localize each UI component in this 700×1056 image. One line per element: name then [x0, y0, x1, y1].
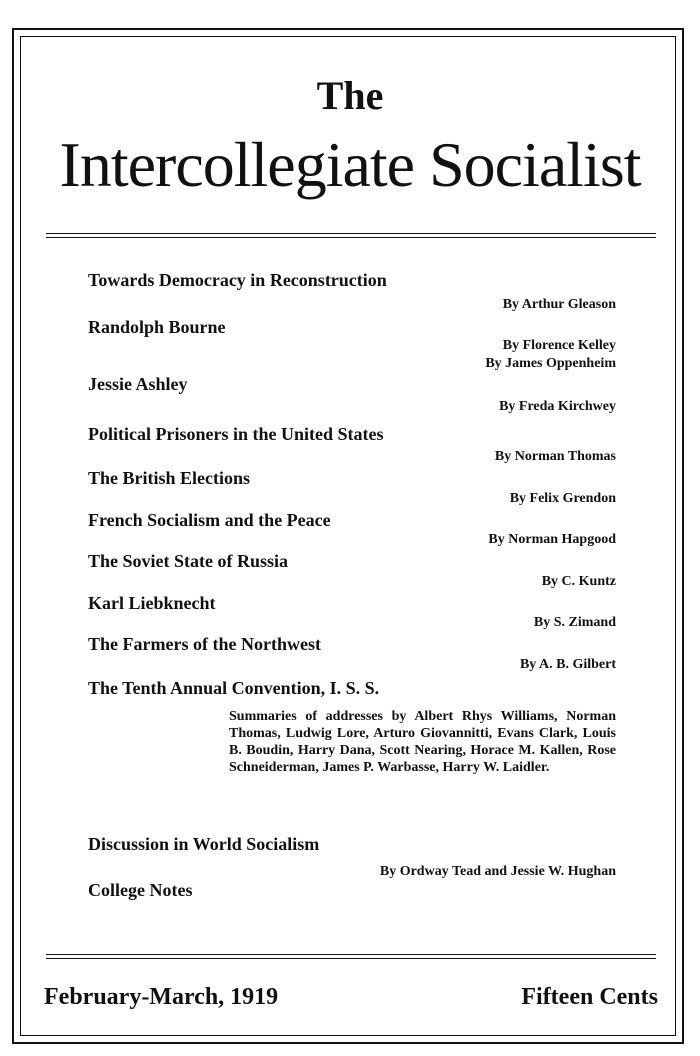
article-title-6: French Socialism and the Peace — [88, 510, 331, 530]
article-title-4: Political Prisoners in the United States — [88, 424, 384, 444]
article-byline-2: By Florence Kelley — [502, 338, 616, 353]
masthead-title: Intercollegiate Socialist — [59, 129, 641, 200]
article-byline-11: By Ordway Tead and Jessie W. Hughan — [379, 864, 616, 879]
top-divider — [46, 233, 656, 238]
article-byline-3: By Freda Kirchwey — [499, 399, 616, 414]
article-title-7: The Soviet State of Russia — [88, 551, 289, 571]
article-byline-5: By Felix Grendon — [509, 491, 616, 506]
article-title-8: Karl Liebknecht — [88, 593, 216, 613]
article-title-5: The British Elections — [88, 468, 251, 488]
bottom-divider — [46, 954, 656, 959]
article-title-1: Towards Democracy in Reconstruction — [88, 270, 387, 290]
article-title-2: Randolph Bourne — [88, 317, 226, 337]
article-title-3: Jessie Ashley — [88, 374, 188, 394]
article-byline-7: By C. Kuntz — [541, 574, 616, 589]
article-byline-9: By A. B. Gilbert — [519, 657, 616, 672]
article-title-11: Discussion in World Socialism — [88, 834, 320, 854]
article-byline-4: By Norman Thomas — [494, 449, 616, 464]
article-byline-8: By S. Zimand — [533, 615, 616, 630]
article-title-10: The Tenth Annual Convention, I. S. S. — [88, 678, 380, 698]
article-title-12: College Notes — [88, 880, 193, 900]
article-byline-2b: By James Oppenheim — [485, 356, 616, 371]
masthead-the: The — [316, 73, 384, 118]
issue-date: February-March, 1919 — [44, 984, 279, 1010]
article-title-9: The Farmers of the Northwest — [88, 634, 321, 654]
article-byline-6: By Norman Hapgood — [488, 532, 616, 547]
convention-summary: Summaries of addresses by Albert Rhys Williams, Norman Thomas, Ludwig Lore, Arturo Giovannitti, Evans Clark, Louis B. Boudin, Harry Dana, Scott Nearing, Horace M. Kallen, Rose Schneiderman, James P. Warbasse, Harry W. Laidler. — [229, 709, 616, 775]
article-byline-1: By Arthur Gleason — [502, 297, 616, 312]
issue-price: Fifteen Cents — [521, 984, 658, 1010]
